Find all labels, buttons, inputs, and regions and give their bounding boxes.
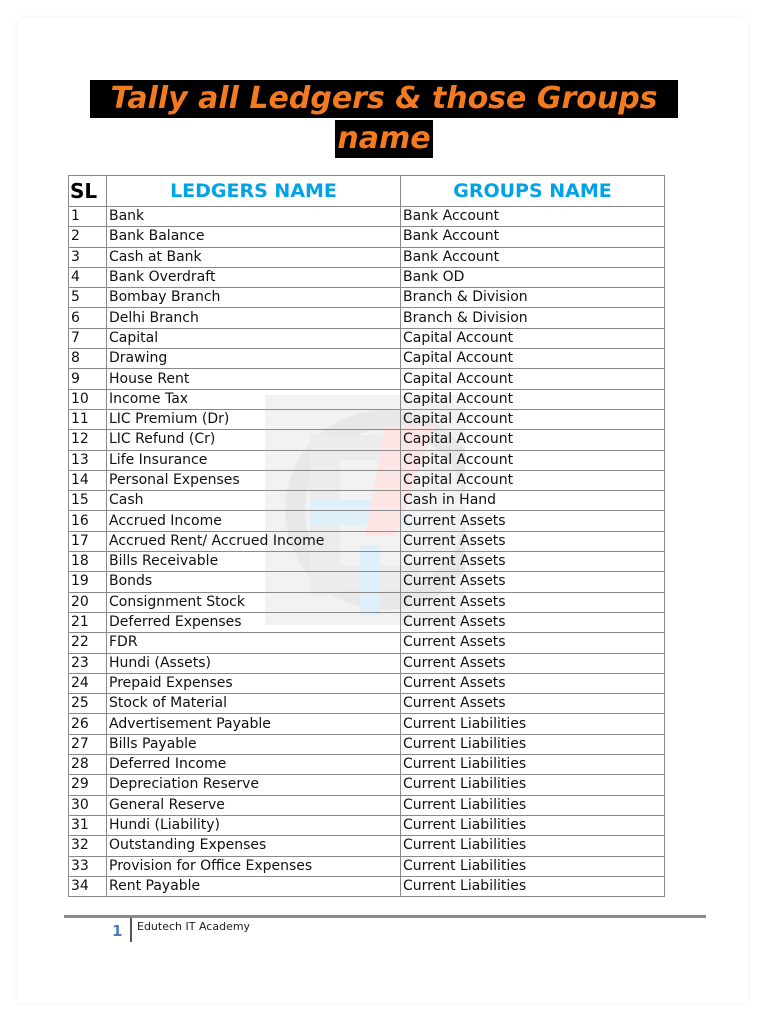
cell-sl: 13 bbox=[69, 450, 107, 470]
cell-ledger-name: Stock of Material bbox=[107, 694, 401, 714]
cell-ledger-name: Hundi (Assets) bbox=[107, 653, 401, 673]
footer-text: Edutech IT Academy bbox=[137, 920, 251, 933]
cell-group-name: Current Assets bbox=[401, 592, 665, 612]
cell-ledger-name: Outstanding Expenses bbox=[107, 836, 401, 856]
table-row bbox=[69, 795, 665, 815]
cell-sl: 16 bbox=[69, 511, 107, 531]
table-row bbox=[69, 856, 665, 876]
cell-ledger-name: Life Insurance bbox=[107, 450, 401, 470]
footer-divider bbox=[130, 918, 132, 942]
cell-group-name: Branch & Division bbox=[401, 288, 665, 308]
cell-ledger-name: LIC Refund (Cr) bbox=[107, 430, 401, 450]
table-row bbox=[69, 714, 665, 734]
table-row bbox=[69, 450, 665, 470]
cell-sl: 22 bbox=[69, 633, 107, 653]
cell-group-name: Current Assets bbox=[401, 694, 665, 714]
cell-ledger-name: LIC Premium (Dr) bbox=[107, 409, 401, 429]
title-line-1: Tally all Ledgers & those Groups bbox=[90, 80, 678, 118]
cell-sl: 24 bbox=[69, 673, 107, 693]
cell-sl: 10 bbox=[69, 389, 107, 409]
cell-sl: 4 bbox=[69, 267, 107, 287]
cell-sl: 19 bbox=[69, 572, 107, 592]
table-row bbox=[69, 572, 665, 592]
cell-group-name: Capital Account bbox=[401, 389, 665, 409]
cell-ledger-name: Provision for Office Expenses bbox=[107, 856, 401, 876]
table-row bbox=[69, 673, 665, 693]
table-row bbox=[69, 836, 665, 856]
cell-ledger-name: Bills Payable bbox=[107, 734, 401, 754]
footer-rule bbox=[64, 915, 706, 918]
table-row bbox=[69, 592, 665, 612]
cell-group-name: Branch & Division bbox=[401, 308, 665, 328]
cell-ledger-name: Income Tax bbox=[107, 389, 401, 409]
cell-group-name: Current Assets bbox=[401, 531, 665, 551]
cell-ledger-name: Bank Overdraft bbox=[107, 267, 401, 287]
cell-group-name: Bank OD bbox=[401, 267, 665, 287]
table-row bbox=[69, 552, 665, 572]
cell-sl: 6 bbox=[69, 308, 107, 328]
cell-group-name: Capital Account bbox=[401, 328, 665, 348]
table-row bbox=[69, 207, 665, 227]
cell-sl: 14 bbox=[69, 470, 107, 490]
cell-sl: 21 bbox=[69, 612, 107, 632]
table-row bbox=[69, 531, 665, 551]
cell-ledger-name: Accrued Rent/ Accrued Income bbox=[107, 531, 401, 551]
page-number: 1 bbox=[112, 922, 123, 940]
header-groups-name: GROUPS NAME bbox=[401, 176, 665, 207]
cell-ledger-name: Hundi (Liability) bbox=[107, 815, 401, 835]
cell-ledger-name: Bank Balance bbox=[107, 227, 401, 247]
cell-group-name: Current Liabilities bbox=[401, 775, 665, 795]
cell-sl: 15 bbox=[69, 491, 107, 511]
cell-group-name: Current Assets bbox=[401, 673, 665, 693]
cell-group-name: Current Assets bbox=[401, 572, 665, 592]
cell-group-name: Capital Account bbox=[401, 369, 665, 389]
cell-sl: 27 bbox=[69, 734, 107, 754]
cell-sl: 12 bbox=[69, 430, 107, 450]
cell-group-name: Bank Account bbox=[401, 207, 665, 227]
table-row bbox=[69, 288, 665, 308]
cell-sl: 31 bbox=[69, 815, 107, 835]
cell-ledger-name: Prepaid Expenses bbox=[107, 673, 401, 693]
cell-group-name: Capital Account bbox=[401, 349, 665, 369]
cell-group-name: Current Liabilities bbox=[401, 714, 665, 734]
table-row bbox=[69, 734, 665, 754]
table-row bbox=[69, 775, 665, 795]
table-row bbox=[69, 308, 665, 328]
table-row bbox=[69, 470, 665, 490]
table-row bbox=[69, 430, 665, 450]
cell-group-name: Cash in Hand bbox=[401, 491, 665, 511]
cell-group-name: Current Assets bbox=[401, 633, 665, 653]
table-row bbox=[69, 755, 665, 775]
cell-sl: 30 bbox=[69, 795, 107, 815]
cell-sl: 28 bbox=[69, 755, 107, 775]
table-row bbox=[69, 491, 665, 511]
cell-ledger-name: Bank bbox=[107, 207, 401, 227]
table-row bbox=[69, 349, 665, 369]
cell-group-name: Current Assets bbox=[401, 653, 665, 673]
cell-sl: 33 bbox=[69, 856, 107, 876]
cell-ledger-name: Depreciation Reserve bbox=[107, 775, 401, 795]
cell-sl: 9 bbox=[69, 369, 107, 389]
cell-ledger-name: Delhi Branch bbox=[107, 308, 401, 328]
table-row bbox=[69, 511, 665, 531]
cell-sl: 1 bbox=[69, 207, 107, 227]
cell-sl: 34 bbox=[69, 876, 107, 896]
cell-group-name: Current Assets bbox=[401, 511, 665, 531]
table-row bbox=[69, 247, 665, 267]
cell-sl: 3 bbox=[69, 247, 107, 267]
document-title bbox=[0, 80, 768, 160]
cell-sl: 32 bbox=[69, 836, 107, 856]
cell-group-name: Current Assets bbox=[401, 612, 665, 632]
cell-ledger-name: General Reserve bbox=[107, 795, 401, 815]
cell-ledger-name: Deferred Expenses bbox=[107, 612, 401, 632]
cell-ledger-name: Personal Expenses bbox=[107, 470, 401, 490]
cell-ledger-name: Accrued Income bbox=[107, 511, 401, 531]
cell-ledger-name: Bonds bbox=[107, 572, 401, 592]
cell-group-name: Current Liabilities bbox=[401, 815, 665, 835]
cell-sl: 11 bbox=[69, 409, 107, 429]
cell-group-name: Capital Account bbox=[401, 450, 665, 470]
cell-ledger-name: Advertisement Payable bbox=[107, 714, 401, 734]
header-ledgers-name: LEDGERS NAME bbox=[107, 176, 401, 207]
cell-sl: 8 bbox=[69, 349, 107, 369]
table-row bbox=[69, 876, 665, 896]
cell-group-name: Capital Account bbox=[401, 430, 665, 450]
cell-group-name: Capital Account bbox=[401, 409, 665, 429]
cell-group-name: Current Liabilities bbox=[401, 836, 665, 856]
table-row bbox=[69, 389, 665, 409]
table-row bbox=[69, 694, 665, 714]
cell-sl: 18 bbox=[69, 552, 107, 572]
title-line-2: name bbox=[337, 121, 431, 156]
cell-ledger-name: Bills Receivable bbox=[107, 552, 401, 572]
table-row bbox=[69, 653, 665, 673]
cell-sl: 23 bbox=[69, 653, 107, 673]
cell-sl: 26 bbox=[69, 714, 107, 734]
table-row bbox=[69, 612, 665, 632]
table-row bbox=[69, 409, 665, 429]
cell-ledger-name: Cash at Bank bbox=[107, 247, 401, 267]
cell-group-name: Bank Account bbox=[401, 227, 665, 247]
cell-sl: 2 bbox=[69, 227, 107, 247]
table-row bbox=[69, 633, 665, 653]
cell-sl: 7 bbox=[69, 328, 107, 348]
cell-group-name: Current Assets bbox=[401, 552, 665, 572]
cell-ledger-name: Deferred Income bbox=[107, 755, 401, 775]
table-row bbox=[69, 369, 665, 389]
cell-sl: 17 bbox=[69, 531, 107, 551]
cell-group-name: Current Liabilities bbox=[401, 876, 665, 896]
cell-ledger-name: Capital bbox=[107, 328, 401, 348]
cell-sl: 5 bbox=[69, 288, 107, 308]
cell-group-name: Current Liabilities bbox=[401, 795, 665, 815]
cell-sl: 29 bbox=[69, 775, 107, 795]
cell-ledger-name: House Rent bbox=[107, 369, 401, 389]
table-row bbox=[69, 267, 665, 287]
table-row bbox=[69, 227, 665, 247]
cell-ledger-name: Bombay Branch bbox=[107, 288, 401, 308]
cell-ledger-name: Drawing bbox=[107, 349, 401, 369]
cell-ledger-name: Cash bbox=[107, 491, 401, 511]
table-row bbox=[69, 328, 665, 348]
cell-group-name: Current Liabilities bbox=[401, 856, 665, 876]
table-row bbox=[69, 815, 665, 835]
cell-group-name: Current Liabilities bbox=[401, 755, 665, 775]
ledger-table bbox=[68, 175, 665, 897]
cell-ledger-name: Consignment Stock bbox=[107, 592, 401, 612]
cell-sl: 25 bbox=[69, 694, 107, 714]
cell-sl: 20 bbox=[69, 592, 107, 612]
cell-group-name: Capital Account bbox=[401, 470, 665, 490]
header-sl: SL bbox=[69, 176, 107, 207]
cell-group-name: Current Liabilities bbox=[401, 734, 665, 754]
table-header-row bbox=[69, 176, 665, 207]
cell-ledger-name: Rent Payable bbox=[107, 876, 401, 896]
cell-group-name: Bank Account bbox=[401, 247, 665, 267]
cell-ledger-name: FDR bbox=[107, 633, 401, 653]
